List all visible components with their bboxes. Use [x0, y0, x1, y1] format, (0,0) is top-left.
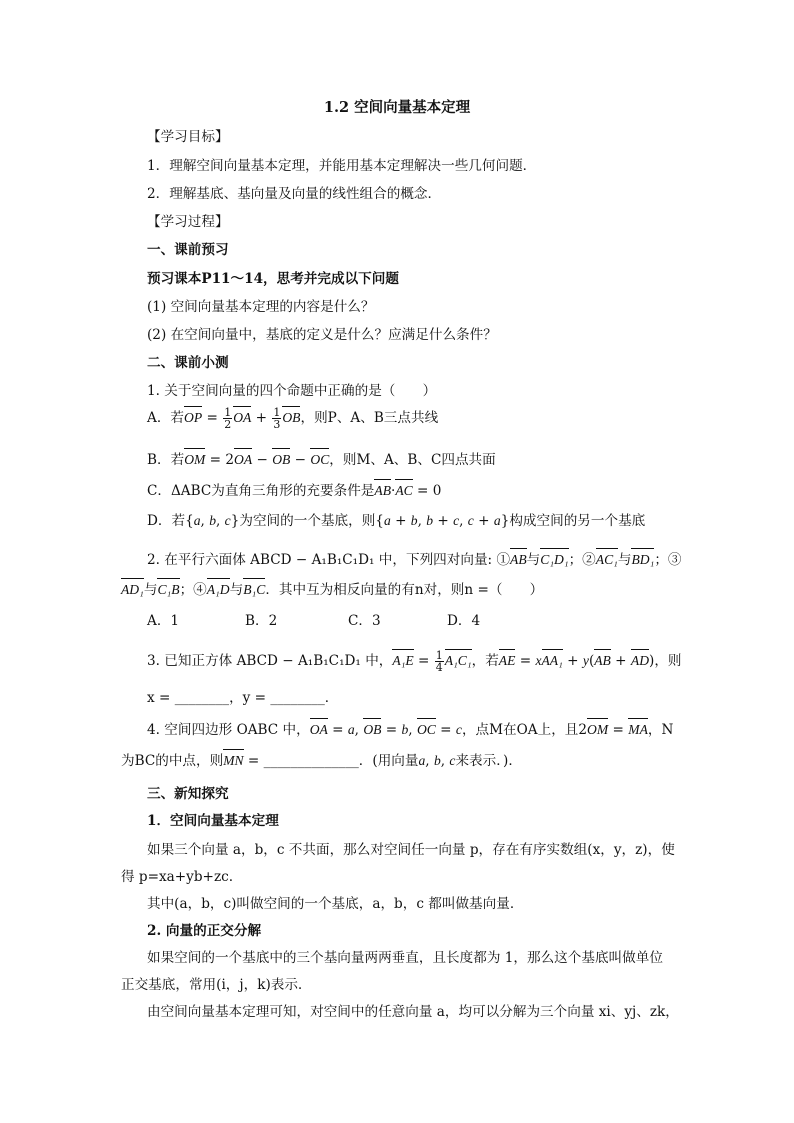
section1-heading: 一、课前预习 — [147, 242, 229, 258]
theorem-text-2: 得 p=xa+yb+zc. — [121, 869, 234, 885]
problem-2-option-c: C．3 — [348, 613, 381, 629]
problem-1-option-a: A．若OP = $\frac{1}{2}$ OA + $\frac{1}{3}$ OB，则P、A、B三点共线 — [147, 406, 439, 431]
objective-2: 2．理解基底、基向量及向量的线性组合的概念． — [147, 186, 442, 202]
orthogonal-text-3: 由空间向量基本定理可知，对空间中的任意向量 a，均可以分解为三个向量 xi、yj、zk， — [147, 1004, 679, 1020]
problem-1-option-c: C．ΔABC为直角三角形的充要条件是AB·AC = 0 — [147, 483, 442, 499]
theorem-text-1: 如果三个向量 a，b，c 不共面，那么对空间任一向量 p，存在有序实数组(x，y，z)，使 — [147, 842, 675, 858]
objective-1: 1．理解空间向量基本定理，并能用基本定理解决一些几何问题． — [147, 158, 537, 174]
problem-2-option-a: A．1 — [147, 613, 180, 629]
section3-heading: 三、新知探究 — [147, 786, 229, 802]
objectives-header: 【学习目标】 — [147, 129, 229, 145]
problem-2-option-b: B．2 — [245, 613, 278, 629]
problem-3-line-1: 3. 已知正方体 ABCD − A₁B₁C₁D₁ 中，A₁E = $\frac{1}{4}$ A₁C₁，若AE = xAA₁ + y(AB + AD)，则 — [147, 649, 682, 674]
problem-3-answer-blanks[interactable]: x = ________，y = ________． — [147, 690, 339, 706]
problem-2-line-1: 2. 在平行六面体 ABCD − A₁B₁C₁D₁ 中，下列四对向量: ①AB与C₁D₁；②AC₁与BD₁；③ — [147, 552, 682, 568]
problem-4-line-2: 为BC的中点，则MN = ______________．(用向量a, b, c来表示．)． — [121, 753, 522, 769]
problem-1-option-d: D．若{a, b, c}为空间的一个基底，则{a + b, b + c, c + a}构成空间的另一个基底 — [147, 513, 646, 529]
theorem-text-3: 其中(a，b，c)叫做空间的一个基底，a，b，c 都叫做基向量． — [147, 896, 524, 912]
problem-4-line-1: 4. 空间四边形 OABC 中，OA = a, OB = b, OC = c，点M在OA上，且2OM = MA，N — [147, 722, 674, 738]
preview-question-1: (1) 空间向量基本定理的内容是什么？ — [147, 299, 375, 315]
section1-subheading: 预习课本P11～14，思考并完成以下问题 — [147, 271, 399, 287]
problem-2-line-2: AD₁与C₁B；④A₁D与B₁C．其中互为相反向量的有n对，则n =（ ） — [121, 582, 544, 598]
preview-question-2: (2) 在空间向量中，基底的定义是什么？应满足什么条件？ — [147, 327, 497, 343]
section2-heading: 二、课前小测 — [147, 355, 229, 371]
page-title: 1.2 空间向量基本定理 — [323, 99, 471, 116]
problem-1-option-b: B．若OM = 2OA − OB − OC，则M、A、B、C四点共面 — [147, 452, 496, 468]
problem-1-stem: 1. 关于空间向量的四个命题中正确的是（ ） — [147, 383, 437, 399]
orthogonal-text-1: 如果空间的一个基底中的三个基向量两两垂直，且长度都为 1，那么这个基底叫做单位 — [147, 950, 663, 966]
problem-2-option-d: D．4 — [447, 613, 481, 629]
process-header: 【学习过程】 — [147, 214, 229, 230]
section3-sub1: 1．空间向量基本定理 — [147, 813, 279, 829]
orthogonal-text-2: 正交基底，常用(i，j，k)表示. — [121, 977, 303, 993]
section3-sub2: 2. 向量的正交分解 — [147, 923, 262, 939]
